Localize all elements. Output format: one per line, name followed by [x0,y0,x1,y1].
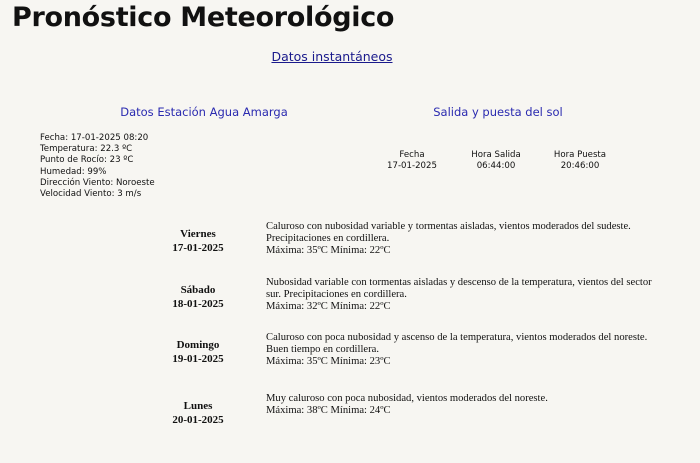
forecast-text: Caluroso con poca nubosidad y ascenso de la temperatura, vientos moderados del noreste. Buen tiempo en cordillera. [266,332,648,356]
forecast-day [148,339,248,366]
sun-value-sunset: 20:46:00 [560,161,600,172]
station-wind-speed: Velocidad Viento: 3 m/s [40,189,142,200]
forecast-day-name: Lunes [183,400,213,412]
sun-value-sunrise: 06:44:00 [476,161,516,172]
sun-col-sunrise [456,150,536,173]
forecast-day-name: Domingo [176,339,220,351]
forecast-day [148,400,248,427]
sun-value-date: 17-01-2025 [387,161,437,172]
forecast-date: 20-01-2025 [172,413,224,426]
sun-col-date [372,150,452,173]
forecast-text: Nubosidad variable con tormentas aisladas y descenso de la temperatura, vientos del sector sur. Precipitaciones en cordillera. [266,277,652,301]
instant-data-link-container [0,49,664,64]
forecast-description [266,221,656,258]
forecast-day-name: Sábado [180,284,216,296]
forecast-day [148,228,248,255]
station-data [40,133,155,200]
page-title: Pronóstico Meteorológico [12,2,395,33]
forecast-day [148,284,248,311]
forecast-description [266,277,656,314]
station-heading: Datos Estación Agua Amarga [120,105,288,119]
forecast-temps: Máxima: 38ºC Mínima: 24ºC [266,405,391,417]
station-wind-direction: Dirección Viento: Noroeste [40,177,155,188]
sun-header-sunrise: Hora Salida [471,150,521,160]
forecast-temps: Máxima: 32ºC Mínima: 22ºC [266,301,391,313]
forecast-date: 19-01-2025 [172,352,224,365]
forecast-date: 17-01-2025 [172,241,224,254]
forecast-temps: Máxima: 35ºC Mínima: 22ºC [266,245,391,257]
forecast-text: Muy caluroso con poca nubosidad, vientos moderados del noreste. [266,393,548,404]
instant-data-link[interactable]: Datos instantáneos [271,49,393,64]
forecast-day-name: Viernes [180,228,216,240]
station-date: Fecha: 17-01-2025 08:20 [40,133,149,143]
sun-col-sunset [540,150,620,173]
forecast-description [266,393,656,417]
station-humidity: Humedad: 99% [40,166,107,177]
sun-header-sunset: Hora Puesta [553,150,607,160]
forecast-date: 18-01-2025 [172,297,224,310]
sun-heading: Salida y puesta del sol [433,105,563,119]
station-temperature: Temperatura: 22.3 ºC [40,144,133,155]
forecast-description [266,332,656,369]
sun-header-date: Fecha [399,150,425,160]
station-dew-point: Punto de Rocío: 23 ºC [40,155,134,166]
forecast-text: Caluroso con nubosidad variable y tormentas aisladas, vientos moderados del sudeste. Precipitaciones en cordillera. [266,221,631,245]
forecast-temps: Máxima: 35ºC Mínima: 23ºC [266,356,391,368]
